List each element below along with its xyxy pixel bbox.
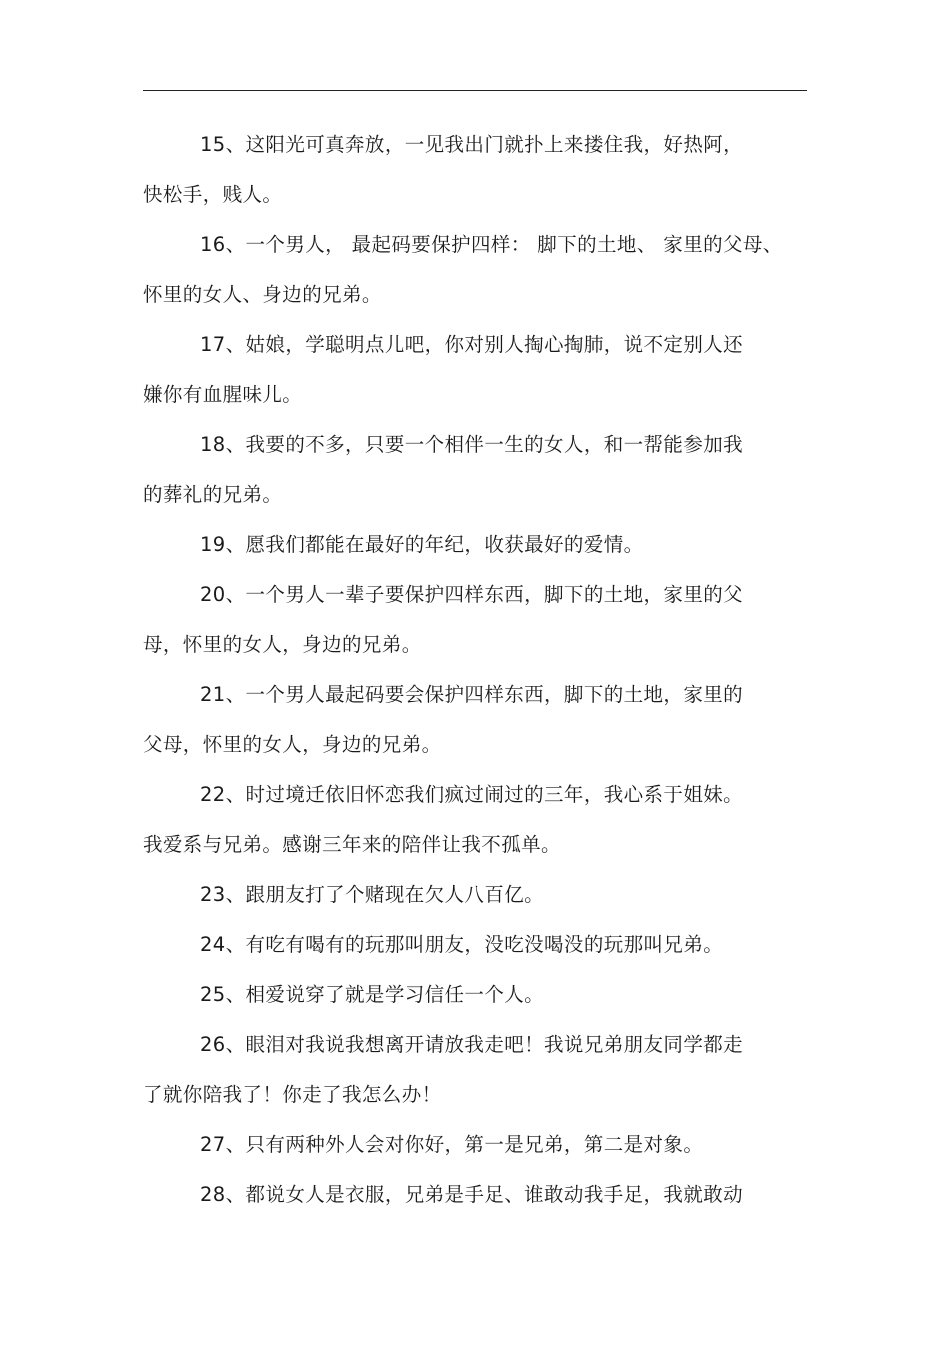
paragraph-23: 23、跟朋友打了个赌现在欠人八百亿。 — [200, 883, 545, 906]
paragraph-27: 27、只有两种外人会对你好，第一是兄弟，第二是对象。 — [200, 1133, 704, 1156]
paragraph-17: 17、姑娘，学聪明点儿吧，你对别人掏心掏肺，说不定别人还 嫌你有血腥味儿。 — [143, 333, 744, 406]
paragraph-26: 26、眼泪对我说我想离开请放我走吧！我说兄弟朋友同学都走 了就你陪我了！你走了我怎么办！ — [143, 1033, 744, 1106]
paragraph-25: 25、相爱说穿了就是学习信任一个人。 — [200, 983, 545, 1006]
paragraph-24: 24、有吃有喝有的玩那叫朋友，没吃没喝没的玩那叫兄弟。 — [200, 933, 724, 956]
paragraph-28: 28、都说女人是衣服，兄弟是手足、谁敢动我手足，我就敢动 — [200, 1183, 744, 1206]
paragraph-21: 21、一个男人最起码要会保护四样东西，脚下的土地，家里的 父母，怀里的女人，身边的兄弟。 — [143, 683, 744, 756]
paragraph-19: 19、愿我们都能在最好的年纪，收获最好的爱情。 — [200, 533, 644, 556]
paragraph-18: 18、我要的不多，只要一个相伴一生的女人，和一帮能参加我 的葬礼的兄弟。 — [143, 433, 744, 506]
header-rule — [143, 90, 807, 91]
paragraph-20: 20、一个男人一辈子要保护四样东西，脚下的土地，家里的父 母，怀里的女人，身边的兄弟。 — [143, 583, 744, 656]
document-body — [143, 120, 807, 1220]
paragraph-15: 15、这阳光可真奔放，一见我出门就扑上来搂住我，好热阿， 快松手，贱人。 — [143, 133, 744, 206]
paragraph-22: 22、时过境迁依旧怀恋我们疯过闹过的三年，我心系于姐妹。 我爱系与兄弟。感谢三年来的陪伴让我不孤单。 — [143, 783, 744, 856]
paragraph-16: 16、一个男人， 最起码要保护四样： 脚下的土地、 家里的父母、 怀里的女人、身边的兄弟。 — [143, 233, 783, 306]
